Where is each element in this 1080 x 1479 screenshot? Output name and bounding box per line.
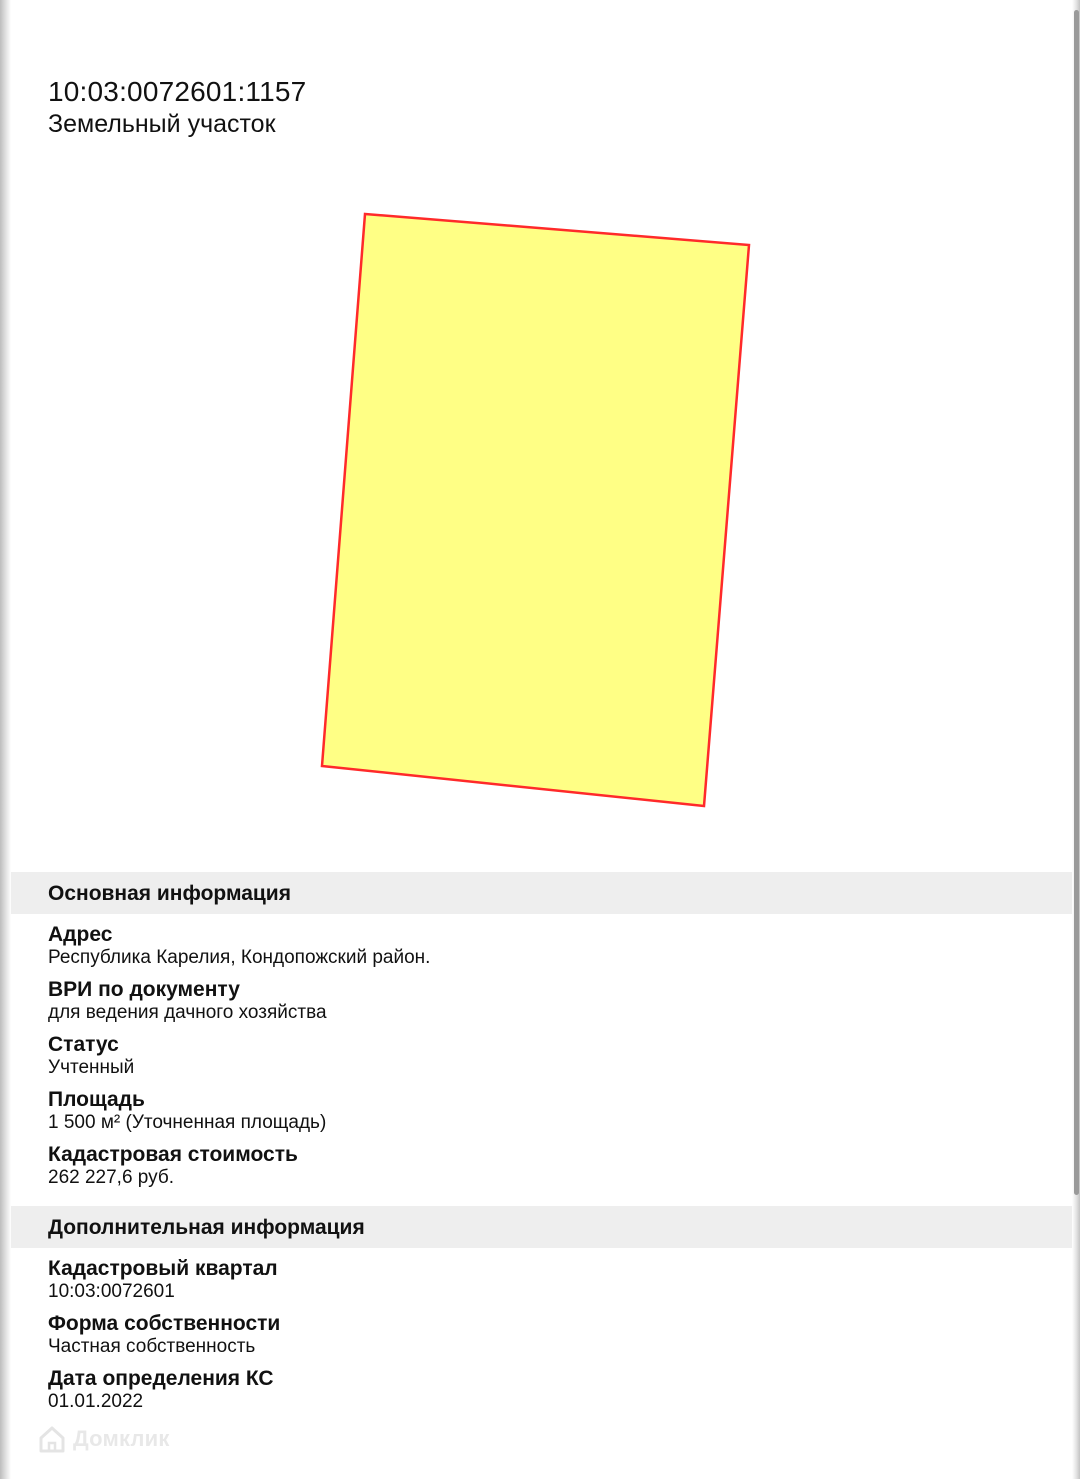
main-info-title: Основная информация [48,882,291,905]
field-value: 262 227,6 руб. [48,1167,175,1188]
watermark-text: Домклик [73,1426,170,1451]
field-label: Адрес [48,923,113,946]
field-area [48,1088,326,1134]
field-label: Площадь [48,1088,145,1111]
object-type: Земельный участок [48,110,276,138]
domclick-watermark [37,1424,170,1454]
field-status [48,1033,134,1079]
field-value: 1 500 м² (Уточненная площадь) [48,1112,327,1133]
field-value: 01.01.2022 [48,1391,144,1412]
field-value: Учтенный [48,1057,135,1078]
field-address [48,923,430,969]
field-value: Республика Карелия, Кондопожский район. [48,947,431,968]
field-label: Кадастровый квартал [48,1257,278,1280]
field-cadastral-quarter [48,1257,278,1303]
scrollbar[interactable] [1074,10,1079,1195]
field-value: Частная собственность [48,1336,256,1357]
field-label: Кадастровая стоимость [48,1143,298,1166]
cadastral-number: 10:03:0072601:1157 [48,76,307,107]
field-label: Статус [48,1033,119,1056]
field-value: 10:03:0072601 [48,1281,175,1302]
domclick-logo-icon [37,1424,67,1454]
main-info-header [11,872,1072,914]
cadastral-card [11,0,1072,1479]
extra-info-title: Дополнительная информация [48,1216,365,1239]
plot-polygon [322,214,749,806]
field-valuation-date [48,1367,274,1413]
field-permitted-use [48,978,327,1024]
page-left-edge [0,0,11,1479]
plot-map [11,150,1072,820]
field-label: ВРИ по документу [48,978,240,1001]
extra-info-header [11,1206,1072,1248]
field-value: для ведения дачного хозяйства [48,1002,327,1023]
field-cadastral-value [48,1143,298,1189]
field-label: Дата определения КС [48,1367,274,1390]
field-label: Форма собственности [48,1312,281,1335]
field-ownership-form [48,1312,280,1358]
